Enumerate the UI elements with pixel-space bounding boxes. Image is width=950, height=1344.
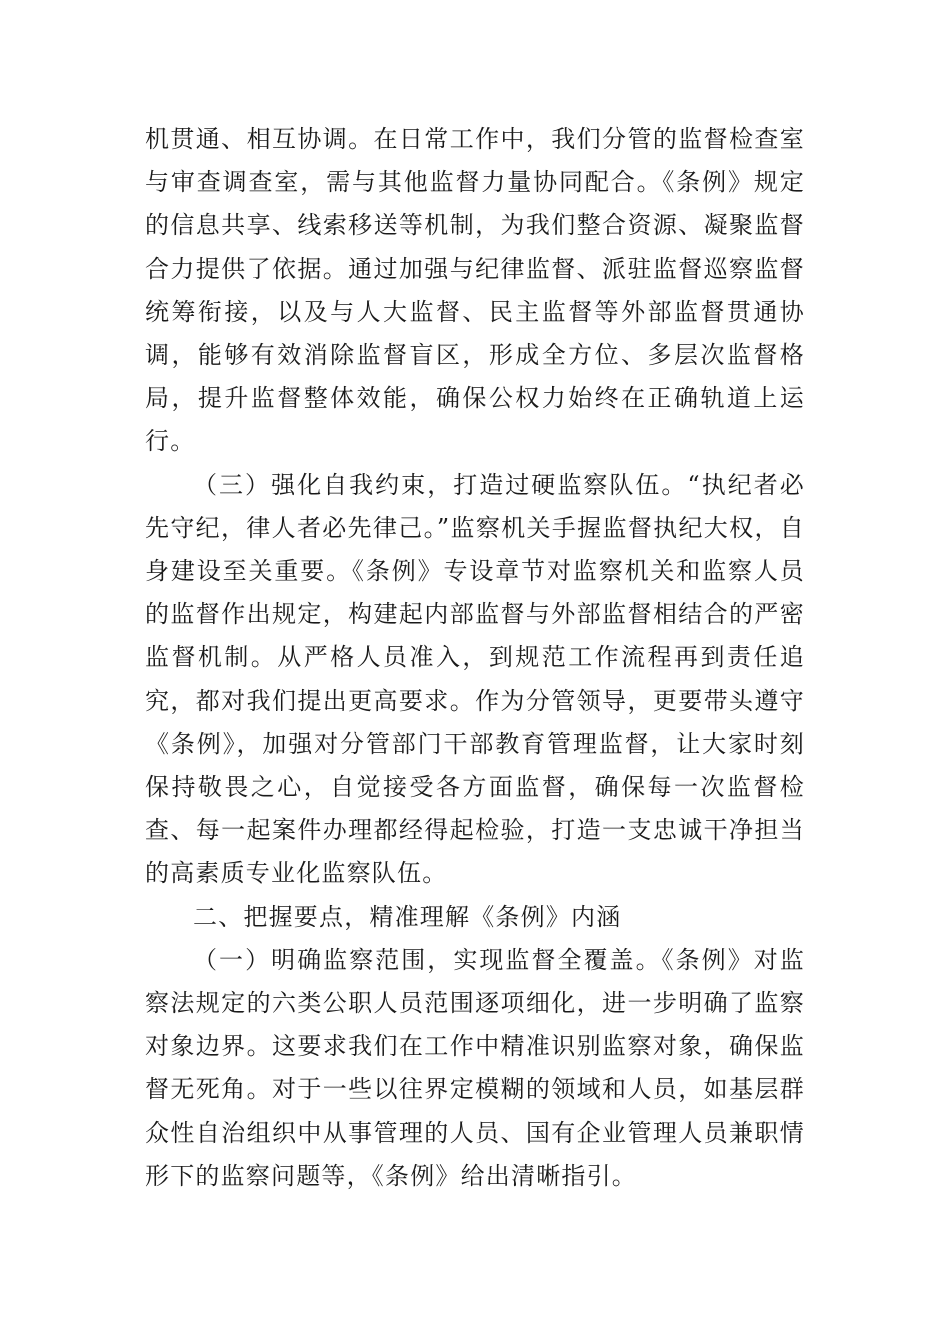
- paragraph-section-three: （三）强化自我约束，打造过硬监察队伍。“执纪者必先守纪，律人者必先律己。”监察机关手握监督执纪大权，自身建设至关重要。《条例》专设章节对监察机关和监察人员的监督作出规定，构建起内部监督与外部监督相结合的严密监督机制。从严格人员准入，到规范工作流程再到责任追究，都对我们提出更高要求。作为分管领导，更要带头遵守《条例》，加强对分管部门干部教育管理监督，让大家时刻保持敬畏之心，自觉接受各方面监督，确保每一次监督检查、每一起案件办理都经得起检验，打造一支忠诚干净担当的高素质专业化监察队伍。: [145, 470, 805, 888]
- paragraph-subsection-one: （一）明确监察范围，实现监督全覆盖。《条例》对监察法规定的六类公职人员范围逐项细化，进一步明确了监察对象边界。这要求我们在工作中精准识别监察对象，确保监督无死角。对于一些以往界定模糊的领域和人员，如基层群众性自治组织中从事管理的人员、国有企业管理人员兼职情形下的监察问题等，《条例》给出清晰指引。: [145, 945, 805, 1190]
- document-body: [145, 118, 805, 1198]
- paragraph-continuation: 机贯通、相互协调。在日常工作中，我们分管的监督检查室与审查调查室，需与其他监督力量协同配合。《条例》规定的信息共享、线索移送等机制，为我们整合资源、凝聚监督合力提供了依据。通过加强与纪律监督、派驻监督巡察监督统筹衔接，以及与人大监督、民主监督等外部监督贯通协调，能够有效消除监督盲区，形成全方位、多层次监督格局，提升监督整体效能，确保公权力始终在正确轨道上运行。: [145, 125, 805, 456]
- section-heading-two: 二、把握要点，精准理解《条例》内涵: [193, 902, 622, 931]
